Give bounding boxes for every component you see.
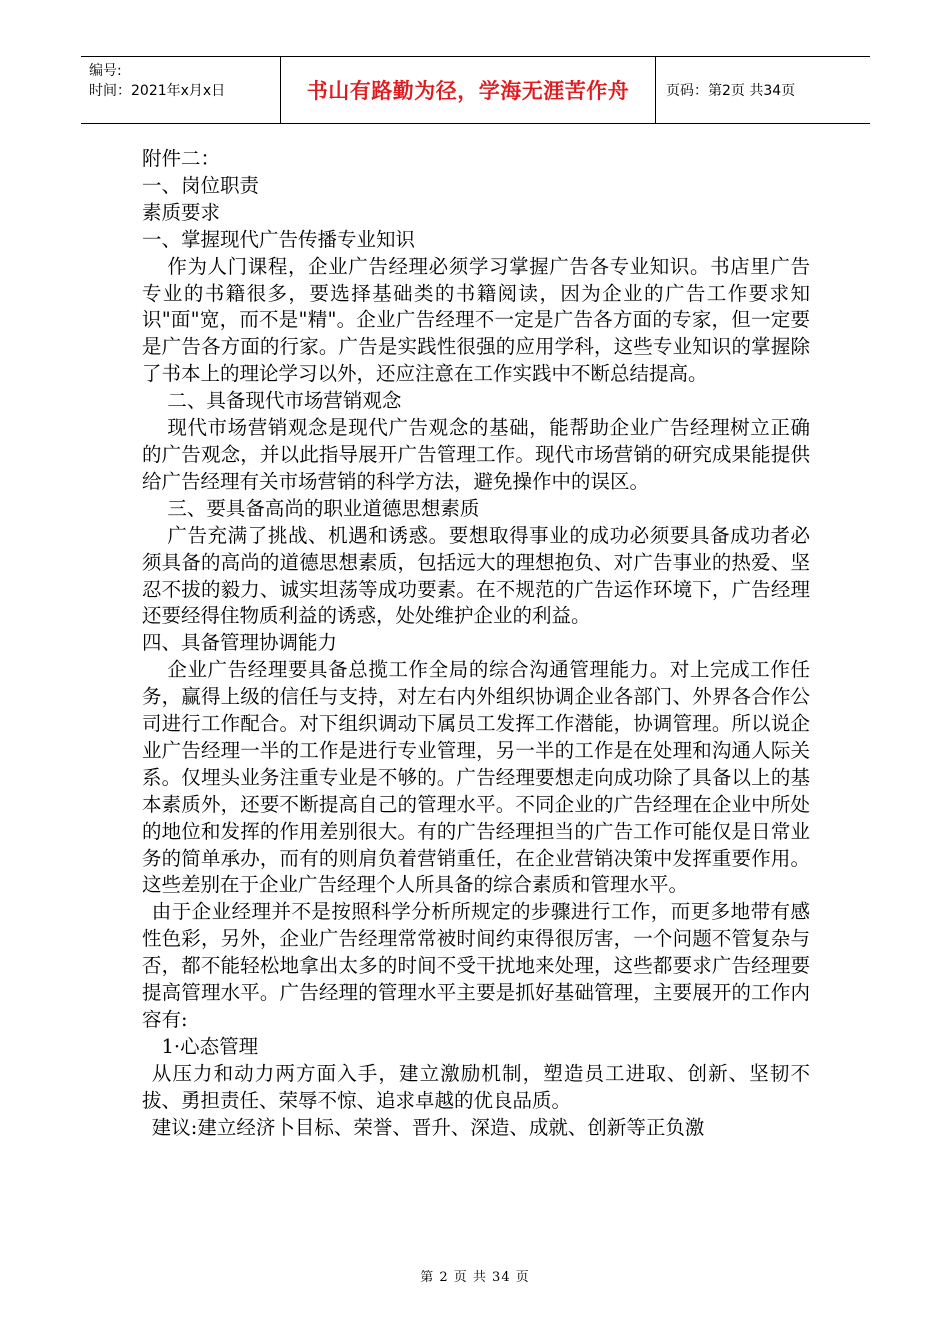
header-page-info: 页码：第2页 共34页 xyxy=(666,83,796,99)
page-footer: 第 2 页 共 34 页 xyxy=(420,1270,530,1285)
header-meta xyxy=(81,57,281,123)
attachment-label: 附件二： xyxy=(142,147,221,170)
paragraph-management: 企业广告经理要具备总揽工作全局的综合沟通管理能力。对上完成工作任务，赢得上级的信任与支持，对左右内外组织协调企业各部门、外界各合作公司进行工作配合。对下组织调动下属员工发挥工作潜能，协调管理。所以说企业广告经理一半的工作是进行专业管理，另一半的工作是在处理和沟通人际关系。仅埋头业务注重专业是不够的。广告经理要想走向成功除了具备以上的基本素质外，还要不断提高自己的管理水平。不同企业的广告经理在企业中所处的地位和发挥的作用差别很大。有的广告经理担当的广告工作可能仅是日常业务的简单承办，而有的则肩负着营销重任，在企业营销决策中发挥重要作用。这些差别在于企业广告经理个人所具备的综合素质和管理水平。 xyxy=(142,658,810,897)
header-page-info-cell xyxy=(656,57,870,123)
heading-marketing: 二、具备现代市场营销观念 xyxy=(167,389,402,413)
header-motto: 书山有路勤为径，学海无涯苦作舟 xyxy=(306,79,630,103)
paragraph-suggestion: 建议:建立经济卜目标、荣誉、晋升、深造、成就、创新等正负激 xyxy=(151,1115,705,1139)
header-motto-cell xyxy=(281,57,656,123)
paragraph-mindset: 从压力和动力两方面入手，建立激励机制，塑造员工进取、创新、坚韧不拔、勇担责任、荣辱不惊、追求卓越的优良品质。 xyxy=(142,1061,810,1112)
subheading-mindset: 1·心态管理 xyxy=(161,1034,259,1058)
paragraph-marketing: 现代市场营销观念是现代广告观念的基础，能帮助企业广告经理树立正确的广告观念，并以此指导展开广告管理工作。现代市场营销的研究成果能提供给广告经理有关市场营销的科学方法，避免操作中的误区。 xyxy=(142,416,810,493)
heading-management: 四、具备管理协调能力 xyxy=(142,631,338,655)
heading-ethics: 三、要具备高尚的职业道德思想素质 xyxy=(167,496,480,520)
document-date: 时间：2021年x月x日 xyxy=(89,83,226,99)
document-body xyxy=(142,146,810,1142)
paragraph-ethics: 广告充满了挑战、机遇和诱惑。要想取得事业的成功必须要具备成功者必须具备的高尚的道德思想素质，包括远大的理想抱负、对广告事业的热爱、坚忍不拔的毅力、诚实坦荡等成功要素。在不规范的广告运作环境下，广告经理还要经得住物质利益的诱惑，处处维护企业的利益。 xyxy=(142,523,810,628)
paragraph-management-level: 由于企业经理并不是按照科学分析所规定的步骤进行工作，而更多地带有感性色彩，另外，企业广告经理常常被时间约束得很厉害，一个问题不管复杂与否，都不能轻松地拿出太多的时间不受干扰地来处理，这些都要求广告经理要提高管理水平。广告经理的管理水平主要是抓好基础管理，主要展开的工作内容有: xyxy=(142,900,810,1031)
section-heading-qualities: 素质要求 xyxy=(142,200,221,224)
document-number-label: 编号: xyxy=(89,63,122,79)
heading-knowledge: 一、掌握现代广告传播专业知识 xyxy=(142,227,416,251)
page-header xyxy=(81,56,870,124)
paragraph-knowledge: 作为人门课程，企业广告经理必须学习掌握广告各专业知识。书店里广告专业的书籍很多，要选择基础类的书籍阅读，因为企业的广告工作要求知识"面"宽，而不是"精"。企业广告经理不一定是广告各方面的专家，但一定要是广告各方面的行家。广告是实践性很强的应用学科，这些专业知识的掌握除了书本上的理论学习以外，还应注意在工作实践中不断总结提高。 xyxy=(142,254,810,386)
section-heading-duties: 一、岗位职责 xyxy=(142,173,260,197)
